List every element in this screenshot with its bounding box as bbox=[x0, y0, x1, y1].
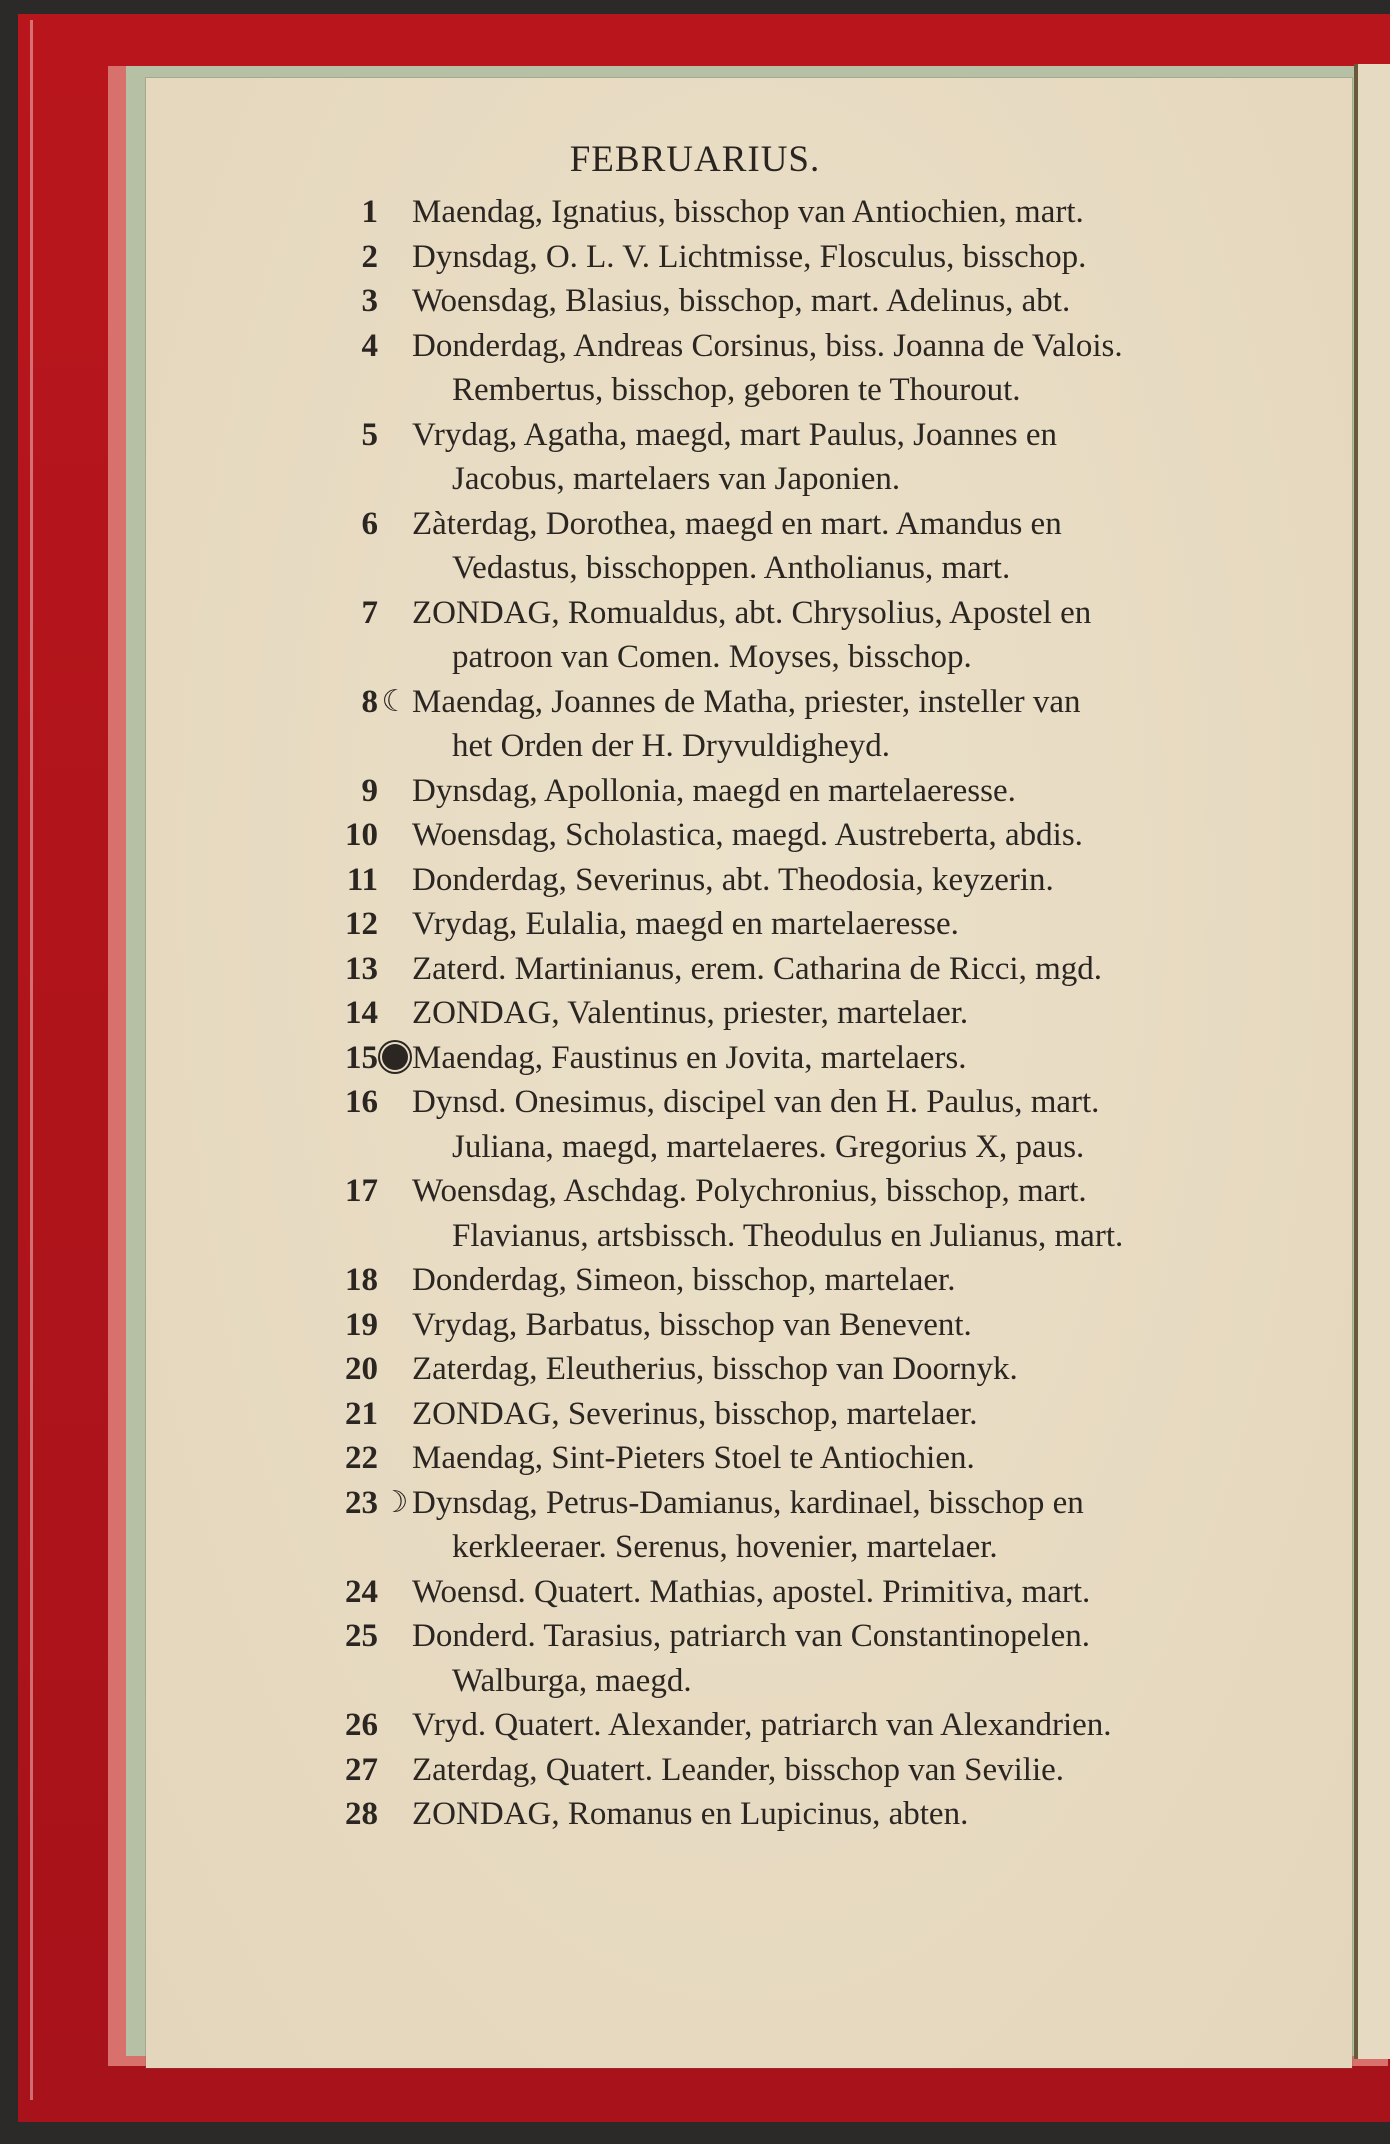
calendar-entry bbox=[330, 1392, 1330, 1437]
day-number: 10 bbox=[345, 817, 378, 853]
first-quarter-icon: ☽ bbox=[381, 1485, 409, 1519]
calendar-entry bbox=[330, 1570, 1330, 1615]
calendar-entry bbox=[330, 591, 1330, 680]
calendar-entry bbox=[330, 680, 1330, 769]
calendar-entry bbox=[330, 858, 1330, 903]
entry-text: Donderdag, Severinus, abt. Theodosia, keyzerin. bbox=[412, 861, 1054, 898]
entry-text: Maendag, Ignatius, bisschop van Antiochien, mart. bbox=[412, 194, 1084, 230]
entry-continuation: Flavianus, artsbissch. Theodulus en Julianus, mart. bbox=[452, 1217, 1124, 1254]
entry-text: Dynsdag, Apollonia, maegd en martelaeresse. bbox=[412, 772, 1016, 809]
entry-continuation: Jacobus, martelaers van Japonien. bbox=[452, 461, 901, 497]
entry-text: ZONDAG, Romanus en Lupicinus, abten. bbox=[412, 1796, 969, 1832]
day-number: 28 bbox=[345, 1796, 378, 1832]
entry-text: ZONDAG, Romualdus, abt. Chrysolius, Apostel en bbox=[412, 594, 1092, 631]
calendar-entry bbox=[330, 769, 1330, 814]
calendar-entry bbox=[330, 1703, 1330, 1748]
entry-continuation: Vedastus, bisschoppen. Antholianus, mart. bbox=[452, 550, 1011, 586]
calendar-entry bbox=[330, 1481, 1330, 1570]
day-number: 12 bbox=[345, 906, 378, 942]
entry-text: Donderdag, Simeon, bisschop, martelaer. bbox=[412, 1262, 956, 1298]
day-number: 25 bbox=[345, 1618, 378, 1654]
day-number: 6 bbox=[361, 505, 378, 542]
day-number: 21 bbox=[345, 1395, 378, 1432]
day-number: 7 bbox=[361, 594, 378, 631]
day-number: 4 bbox=[361, 327, 378, 364]
entry-text: Vryd. Quatert. Alexander, patriarch van Alexandrien. bbox=[412, 1707, 1112, 1743]
calendar-entry bbox=[330, 324, 1330, 413]
day-number: 27 bbox=[345, 1751, 378, 1788]
day-number: 1 bbox=[361, 194, 378, 230]
cover-crease bbox=[30, 20, 33, 2100]
calendar-entry bbox=[330, 991, 1330, 1036]
entry-continuation: kerkleeraer. Serenus, hovenier, martelaer. bbox=[452, 1529, 998, 1565]
entry-text: Zaterd. Martinianus, erem. Catharina de Ricci, mgd. bbox=[412, 950, 1103, 987]
entry-continuation: Walburga, maegd. bbox=[452, 1662, 692, 1699]
entry-text: Vrydag, Barbatus, bisschop van Benevent. bbox=[412, 1306, 972, 1343]
page-title: FEBRUARIUS. bbox=[569, 139, 821, 180]
entry-continuation: het Orden der H. Dryvuldigheyd. bbox=[452, 728, 891, 764]
entry-text: Woensd. Quatert. Mathias, apostel. Primitiva, mart. bbox=[412, 1573, 1091, 1610]
day-number: 16 bbox=[345, 1084, 378, 1120]
entry-text: Maendag, Sint-Pieters Stoel te Antiochien. bbox=[412, 1440, 975, 1476]
calendar-entry bbox=[330, 1080, 1330, 1169]
entry-text: Vrydag, Eulalia, maegd en martelaeresse. bbox=[412, 906, 959, 942]
day-number: 17 bbox=[345, 1173, 378, 1209]
calendar-entry bbox=[330, 1436, 1330, 1481]
calendar-entry bbox=[330, 1036, 1330, 1081]
day-number: 2 bbox=[361, 238, 378, 275]
day-number: 14 bbox=[345, 995, 378, 1031]
day-number: 22 bbox=[345, 1440, 378, 1476]
entry-continuation: Rembertus, bisschop, geboren te Thourout. bbox=[452, 372, 1021, 408]
entry-text: Dynsdag, Petrus-Damianus, kardinael, bisschop en bbox=[412, 1484, 1084, 1521]
calendar-entry bbox=[330, 279, 1330, 324]
day-number: 15 bbox=[345, 1039, 378, 1076]
day-number: 5 bbox=[361, 416, 378, 453]
entry-text: Vrydag, Agatha, maegd, mart Paulus, Joannes en bbox=[412, 416, 1058, 453]
entry-continuation: patroon van Comen. Moyses, bisschop. bbox=[452, 639, 972, 675]
day-number: 20 bbox=[345, 1351, 378, 1387]
entry-text: Zàterdag, Dorothea, maegd en mart. Amandus en bbox=[412, 505, 1062, 542]
calendar-entry bbox=[330, 813, 1330, 858]
calendar-entry bbox=[330, 1258, 1330, 1303]
entry-text: Maendag, Faustinus en Jovita, martelaers. bbox=[412, 1039, 967, 1076]
day-number: 18 bbox=[345, 1262, 378, 1298]
day-number: 8 bbox=[361, 683, 378, 720]
calendar-entry bbox=[330, 1614, 1330, 1703]
day-number: 11 bbox=[346, 861, 378, 898]
entry-continuation: Juliana, maegd, martelaeres. Gregorius X, paus. bbox=[452, 1128, 1085, 1165]
entry-text: Dynsd. Onesimus, discipel van den H. Paulus, mart. bbox=[412, 1084, 1100, 1120]
calendar-entry bbox=[330, 235, 1330, 280]
day-number: 26 bbox=[345, 1707, 378, 1743]
entry-text: Woensdag, Scholastica, maegd. Austreberta, abdis. bbox=[412, 817, 1083, 853]
entry-text: Donderd. Tarasius, patriarch van Constantinopelen. bbox=[412, 1618, 1090, 1654]
calendar-entry bbox=[330, 502, 1330, 591]
entry-text: ZONDAG, Valentinus, priester, martelaer. bbox=[412, 995, 969, 1031]
calendar-entry bbox=[330, 413, 1330, 502]
day-number: 19 bbox=[345, 1306, 378, 1343]
new-moon-icon bbox=[382, 1044, 408, 1070]
calendar-entry bbox=[330, 947, 1330, 992]
calendar-entry bbox=[330, 1748, 1330, 1793]
entry-text: Zaterdag, Eleutherius, bisschop van Doornyk. bbox=[412, 1351, 1018, 1387]
day-number: 24 bbox=[345, 1573, 378, 1610]
calendar-entry bbox=[330, 1347, 1330, 1392]
entry-text: Dynsdag, O. L. V. Lichtmisse, Flosculus, bisschop. bbox=[412, 238, 1087, 275]
day-number: 3 bbox=[361, 283, 378, 319]
entry-text: Woensdag, Aschdag. Polychronius, bisschop, mart. bbox=[412, 1173, 1087, 1209]
entry-text: Donderdag, Andreas Corsinus, biss. Joanna de Valois. bbox=[412, 327, 1123, 364]
entry-text: Maendag, Joannes de Matha, priester, insteller van bbox=[412, 683, 1081, 720]
day-number: 9 bbox=[361, 772, 378, 809]
calendar-entry bbox=[330, 1303, 1330, 1348]
calendar-entry bbox=[330, 1792, 1330, 1837]
entry-text: ZONDAG, Severinus, bisschop, martelaer. bbox=[412, 1395, 978, 1432]
entry-text: Zaterdag, Quatert. Leander, bisschop van Sevilie. bbox=[412, 1751, 1065, 1788]
day-number: 13 bbox=[345, 950, 378, 987]
calendar-entry bbox=[330, 902, 1330, 947]
next-page-edge bbox=[1358, 64, 1390, 2059]
day-number: 23 bbox=[345, 1484, 378, 1521]
calendar-entry bbox=[330, 1169, 1330, 1258]
calendar-entry bbox=[330, 190, 1330, 235]
last-quarter-icon: ☾ bbox=[381, 684, 409, 718]
calendar-entries bbox=[330, 190, 1330, 1837]
entry-text: Woensdag, Blasius, bisschop, mart. Adelinus, abt. bbox=[412, 283, 1071, 319]
